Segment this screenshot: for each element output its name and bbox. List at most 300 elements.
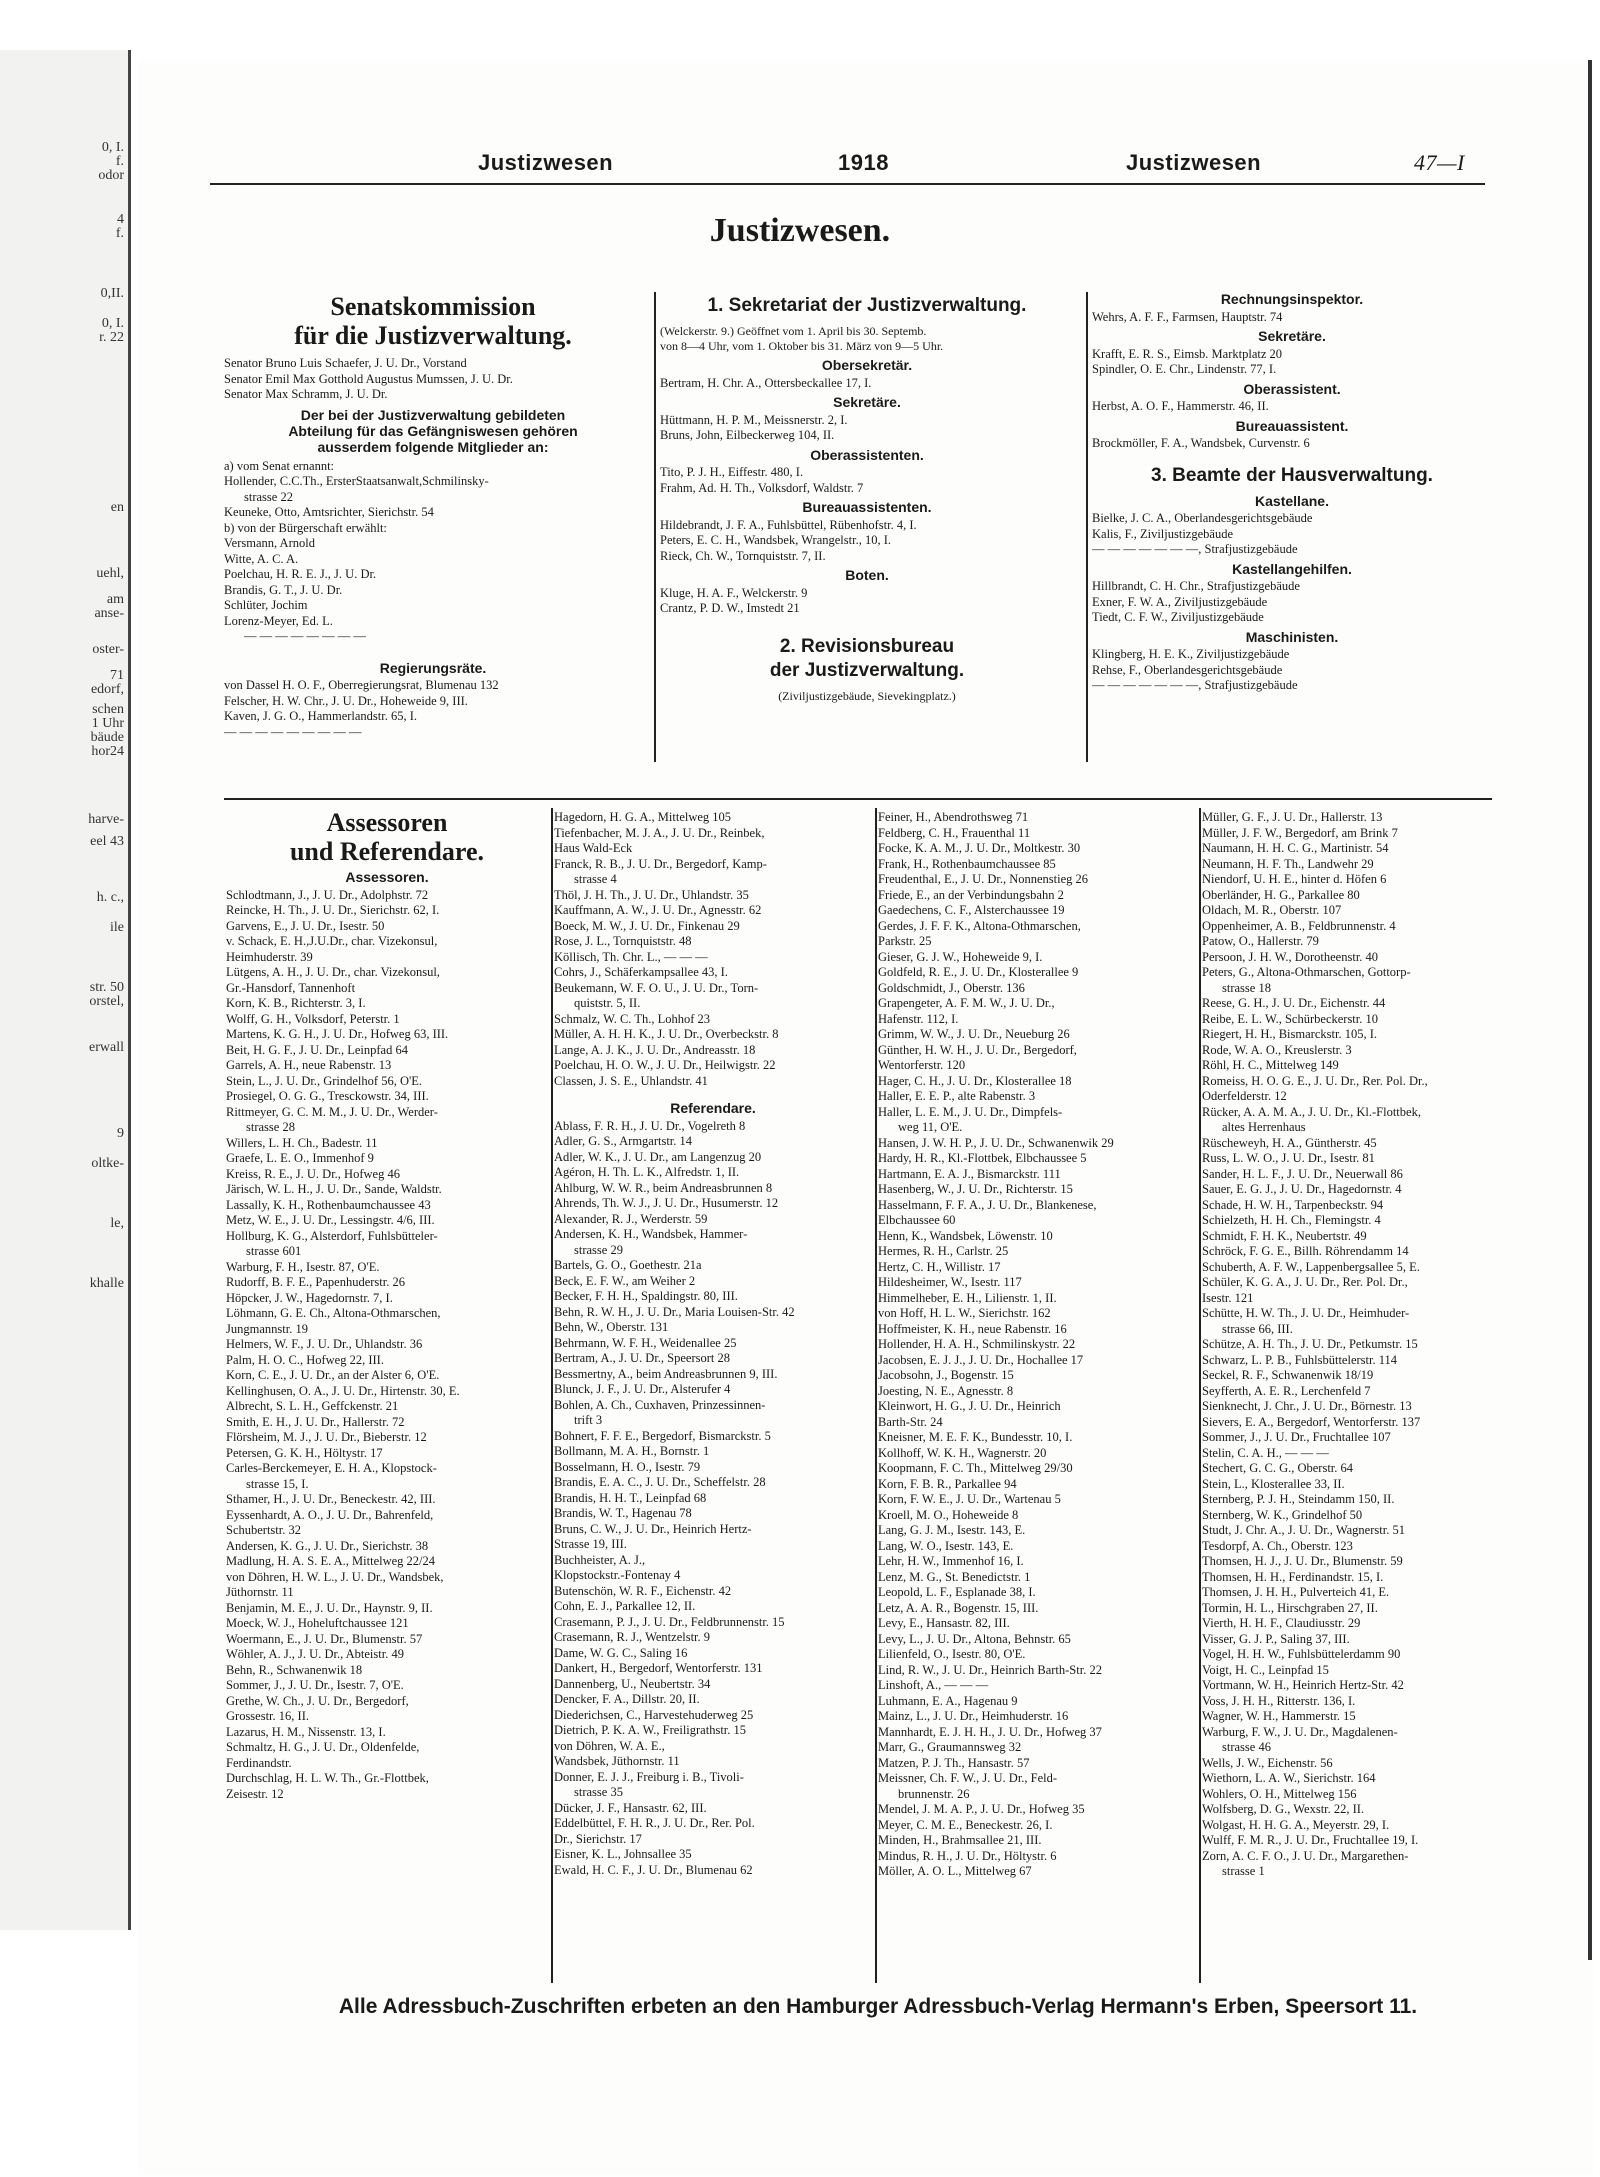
hours-line: von 8—4 Uhr, vom 1. Oktober bis 31. März von 9—5 Uhr. (660, 339, 944, 353)
referendar-entry: Vierth, H. H. F., Claudiusstr. 29 (1202, 1616, 1361, 1630)
revision-heading: Rechnungsinspektor. (1220, 291, 1364, 307)
previous-page-fragment: odor (98, 168, 124, 183)
referendar-entry: trift 3 (574, 1413, 603, 1427)
referendar-entry: Eddelbüttel, F. H. R., J. U. Dr., Rer. Pol. (554, 1816, 755, 1830)
revisionsbureau-heading-2: der Justizverwaltung. (769, 659, 965, 681)
previous-page-fragment: schen (92, 702, 124, 717)
previous-page-fragment: f. (115, 154, 124, 169)
assessor-entry: Gr.-Hansdorf, Tannenhoft (226, 980, 356, 995)
referendar-entry: Thomsen, H. H., Ferdinandstr. 15, I. (1202, 1569, 1384, 1584)
publisher-footer: Alle Adressbuch-Zuschriften erbeten an den Hamburger Adressbuch-Verlag Hermann's Erben, Speersort 11. (338, 1995, 1418, 2018)
previous-page-fragment: hor24 (91, 744, 124, 759)
referendar-entry: Seyfferth, A. E. R., Lerchenfeld 7 (1202, 1383, 1371, 1398)
referendar-entry: Parkstr. 25 (878, 934, 932, 948)
referendar-entry: Himmelheber, E. H., Lilienstr. 1, II. (878, 1290, 1057, 1305)
referendar-entry: Leopold, L. F., Esplanade 38, I. (878, 1585, 1036, 1599)
referendar-entry: Goldfeld, R. E., J. U. Dr., Klosterallee 9 (878, 965, 1079, 979)
referendar-entry: Adler, G. S., Armgartstr. 14 (554, 1134, 693, 1148)
sekretariat-entry: Bertram, H. Chr. A., Ottersbeckallee 17, I. (660, 375, 872, 390)
assessor-entry: Reincke, H. Th., J. U. Dr., Sierichstr. 62, I. (226, 903, 440, 917)
referendar-entry: Sternberg, P. J. H., Steindamm 150, II. (1202, 1492, 1395, 1506)
referendar-entry: Persoon, J. H. W., Dorotheenstr. 40 (1202, 949, 1379, 964)
column-divider (875, 808, 877, 1983)
referendar-entry: Korn, F. W. E., J. U. Dr., Wartenau 5 (878, 1492, 1061, 1506)
assessor-entry: Lange, A. J. K., J. U. Dr., Andreasstr. 18 (554, 1042, 756, 1057)
referendare-column-3 (878, 810, 1196, 1880)
hausverwaltung-entry: — — — — — — —, Strafjustizgebäude (1092, 678, 1298, 692)
member-entry: b) von der Bürgerschaft erwählt: (224, 520, 387, 535)
referendar-entry: Dankert, H., Bergedorf, Wentorferstr. 131 (554, 1661, 763, 1675)
referendar-entry: Wulff, F. M. R., J. U. Dr., Fruchtallee 19, I. (1202, 1833, 1419, 1847)
assessor-entry: Andersen, K. G., J. U. Dr., Sierichstr. 38 (226, 1538, 429, 1553)
assessor-entry: Hagedorn, H. G. A., Mittelweg 105 (554, 810, 732, 824)
assessoren-column-1 (226, 808, 548, 1802)
sekretariat-column (660, 292, 1074, 704)
referendar-entry: Riegert, H. H., Bismarckstr. 105, I. (1202, 1027, 1377, 1041)
referendar-entry: Hoffmeister, K. H., neue Rabenstr. 16 (878, 1321, 1067, 1336)
assessor-entry: Willers, L. H. Ch., Badestr. 11 (226, 1135, 378, 1150)
hours-line: (Welckerstr. 9.) Geöffnet vom 1. April bis 30. Septemb. (660, 324, 927, 338)
hausverwaltung-heading: 3. Beamte der Hausverwaltung. (1151, 464, 1433, 486)
hausverwaltung-entry: Klingberg, H. E. K., Ziviljustizgebäude (1092, 647, 1290, 661)
assessor-entry: quiststr. 5, II. (574, 996, 641, 1010)
referendar-entry: Voigt, H. C., Leinpfad 15 (1202, 1662, 1329, 1677)
revision-entry: Herbst, A. O. F., Hammerstr. 46, II. (1092, 399, 1269, 413)
referendar-entry: Hager, C. H., J. U. Dr., Klosterallee 18 (878, 1073, 1072, 1088)
referendar-entry: Bollmann, M. A. H., Bornstr. 1 (554, 1444, 710, 1458)
referendar-entry: Letz, A. A. R., Bogenstr. 15, III. (878, 1600, 1039, 1615)
hausverwaltung-entry: — — — — — — —, Strafjustizgebäude (1092, 542, 1298, 556)
previous-page-fragment: 0, I. (101, 316, 124, 331)
revision-entry: Spindler, O. E. Chr., Lindenstr. 77, I. (1092, 362, 1277, 376)
referendar-entry: Levy, L., J. U. Dr., Altona, Behnstr. 65 (878, 1631, 1071, 1646)
referendar-entry: Wagner, W. H., Hammerstr. 15 (1202, 1709, 1356, 1723)
assessor-entry: Garrels, A. H., neue Rabenstr. 13 (226, 1058, 392, 1072)
referendar-entry: Ahlburg, W. W. R., beim Andreasbrunnen 8 (554, 1180, 773, 1195)
hausverwaltung-entry: Tiedt, C. F. W., Ziviljustizgebäude (1092, 610, 1264, 624)
senator-entry: Senator Max Schramm, J. U. Dr. (224, 387, 388, 401)
assessor-entry: Warburg, F. H., Isestr. 87, O'E. (226, 1259, 380, 1274)
referendar-entry: Sienknecht, J. Chr., J. U. Dr., Börnestr. 13 (1202, 1399, 1412, 1413)
referendar-entry: Hansen, J. W. H. P., J. U. Dr., Schwanenwik 29 (878, 1135, 1114, 1150)
referendar-entry: Cohn, E. J., Parkallee 12, II. (554, 1599, 696, 1613)
referendar-entry: Müller, G. F., J. U. Dr., Hallerstr. 13 (1202, 810, 1383, 824)
previous-page-fragment: ile (110, 920, 124, 935)
referendar-entry: Kollhoff, W. K. H., Wagnerstr. 20 (878, 1445, 1047, 1460)
referendar-entry: Müller, J. F. W., Bergedorf, am Brink 7 (1202, 825, 1398, 840)
referendar-entry: Patow, O., Hallerstr. 79 (1202, 934, 1319, 948)
revision-heading: Bureauassistent. (1235, 417, 1349, 434)
header-left: Justizwesen (478, 150, 614, 175)
referendar-entry: Warburg, F. W., J. U. Dr., Magdalenen- (1202, 1724, 1398, 1739)
referendar-entry: Wolgast, H. H. G. A., Meyerstr. 29, I. (1202, 1817, 1390, 1832)
referendar-entry: Grimm, W. W., J. U. Dr., Neueburg 26 (878, 1027, 1070, 1041)
sekretariat-heading: 1. Sekretariat der Justizverwaltung. (707, 295, 1027, 316)
referendar-entry: Bessmertny, A., beim Andreasbrunnen 9, III. (554, 1366, 778, 1381)
referendar-entry: Oppenheimer, A. B., Feldbrunnenstr. 4 (1202, 918, 1396, 933)
referendar-entry: Schütze, A. H. Th., J. U. Dr., Petkumstr. 15 (1202, 1337, 1418, 1351)
assessor-entry: strasse 28 (246, 1120, 295, 1134)
referendar-entry: Koopmann, F. C. Th., Mittelweg 29/30 (878, 1461, 1073, 1475)
assessor-entry: Beukemann, W. F. O. U., J. U. Dr., Torn- (554, 980, 759, 995)
assessor-entry: Järisch, W. L. H., J. U. Dr., Sande, Waldstr. (226, 1182, 442, 1196)
referendar-entry: Stechert, G. C. G., Oberstr. 64 (1202, 1461, 1354, 1475)
regierungsrat-entry: Kaven, J. G. O., Hammerlandstr. 65, I. (224, 709, 418, 723)
referendar-entry: Joesting, N. E., Agnesstr. 8 (878, 1383, 1014, 1398)
referendar-entry: Becker, F. H. H., Spaldingstr. 80, III. (554, 1289, 738, 1303)
assessor-entry: Schmalz, W. C. Th., Lohhof 23 (554, 1011, 711, 1026)
assessor-entry: Helmers, W. F., J. U. Dr., Uhlandstr. 36 (226, 1337, 423, 1351)
referendar-entry: Wells, J. W., Eichenstr. 56 (1202, 1755, 1333, 1770)
previous-page-fragment: khalle (89, 1276, 124, 1291)
assessor-entry: Boeck, M. W., J. U. Dr., Finkenau 29 (554, 918, 740, 933)
referendar-entry: Andersen, K. H., Wandsbek, Hammer- (554, 1227, 748, 1241)
previous-page-fragment: eel 43 (90, 834, 124, 849)
referendar-entry: Neumann, H. F. Th., Landwehr 29 (1202, 856, 1374, 871)
referendar-entry: strasse 29 (574, 1242, 623, 1257)
referendar-entry: weg 11, O'E. (898, 1120, 963, 1134)
referendar-entry: Niendorf, U. H. E., hinter d. Höfen 6 (1202, 872, 1387, 886)
assessor-entry: Behn, R., Schwanenwik 18 (226, 1662, 363, 1677)
referendar-entry: Levy, E., Hansastr. 82, III. (878, 1616, 1010, 1630)
referendar-entry: Meissner, Ch. F. W., J. U. Dr., Feld- (878, 1771, 1058, 1785)
revision-entry: Krafft, E. R. S., Eimsb. Marktplatz 20 (1092, 346, 1283, 361)
member-entry: strasse 22 (244, 489, 293, 504)
hausverwaltung-entry: Rehse, F., Oberlandesgerichtsgebäude (1092, 662, 1283, 677)
referendar-entry: Hertz, C. H., Willistr. 17 (878, 1259, 1001, 1274)
assessor-entry: Franck, R. B., J. U. Dr., Bergedorf, Kamp- (554, 856, 767, 871)
member-entry: a) vom Senat ernannt: (224, 458, 335, 473)
previous-page-fragment: 4 (117, 212, 124, 227)
page-number: 47—I (1414, 150, 1465, 175)
previous-page-fragment: h. c., (96, 890, 124, 905)
column-divider (654, 292, 656, 762)
assessor-entry: Beit, H. G. F., J. U. Dr., Leinpfad 64 (226, 1042, 408, 1057)
referendar-entry: Bartels, G. O., Goethestr. 21a (554, 1258, 702, 1272)
page-title: Justizwesen. (709, 212, 891, 249)
referendar-entry: Seckel, R. F., Schwanenwik 18/19 (1202, 1368, 1374, 1382)
referendar-entry: Sommer, J., J. U. Dr., Fruchtallee 107 (1202, 1430, 1391, 1444)
referendar-entry: Focke, K. A. M., J. U. Dr., Moltkestr. 30 (878, 841, 1081, 855)
referendare-heading: Referendare. (670, 1100, 756, 1116)
referendar-entry: Isestr. 121 (1202, 1290, 1254, 1305)
referendar-entry: Dannenberg, U., Neubertstr. 34 (554, 1676, 711, 1691)
previous-page-fragment: 0,II. (100, 286, 124, 301)
assessor-entry: Thöl, J. H. Th., J. U. Dr., Uhlandstr. 35 (554, 887, 749, 902)
assessor-entry: Jüthornstr. 11 (226, 1585, 294, 1599)
referendar-entry: Agéron, H. Th. L. K., Alfredstr. 1, II. (554, 1165, 740, 1179)
referendar-entry: Wentorferstr. 120 (878, 1058, 966, 1072)
referendar-entry: Lehr, H. W., Immenhof 16, I. (878, 1554, 1024, 1568)
assessor-entry: Korn, K. B., Richterstr. 3, I. (226, 996, 366, 1010)
referendar-entry: Barth-Str. 24 (878, 1414, 943, 1429)
referendar-entry: strasse 35 (574, 1785, 623, 1799)
referendar-entry: Dietrich, P. K. A. W., Freiligrathstr. 15 (554, 1723, 747, 1737)
assessor-entry: Ferdinandstr. (226, 1755, 292, 1770)
hausverwaltung-column (1092, 288, 1492, 694)
assessor-entry: Garvens, E., J. U. Dr., Isestr. 50 (226, 918, 385, 933)
column-divider (1086, 292, 1088, 762)
referendar-entry: Freudenthal, E., J. U. Dr., Nonnenstieg 26 (878, 872, 1089, 886)
sekretariat-entry: Kluge, H. A. F., Welckerstr. 9 (660, 585, 808, 600)
sekretariat-entry: Rieck, Ch. W., Tornquiststr. 7, II. (660, 548, 826, 563)
referendar-entry: Sauer, E. G. J., J. U. Dr., Hagedornstr. 4 (1202, 1182, 1402, 1196)
referendar-entry: Behn, W., Oberstr. 131 (554, 1320, 669, 1334)
assessor-entry: Woermann, E., J. U. Dr., Blumenstr. 57 (226, 1631, 423, 1646)
referendar-entry: Naumann, H. H. C. G., Martinistr. 54 (1202, 841, 1389, 855)
referendar-entry: Linshoft, A., — — — (878, 1678, 989, 1692)
referendar-entry: Behrmann, W. F. H., Weidenallee 25 (554, 1335, 737, 1350)
referendar-entry: strasse 1 (1222, 1864, 1265, 1878)
previous-page-fragment: 71 (110, 668, 124, 683)
assessor-entry: Grethe, W. Ch., J. U. Dr., Bergedorf, (226, 1693, 409, 1708)
previous-page-fragment: f. (115, 226, 124, 241)
assessor-entry: von Döhren, H. W. L., J. U. Dr., Wandsbek, (226, 1569, 444, 1584)
referendar-entry: Ewald, H. C. F., J. U. Dr., Blumenau 62 (554, 1862, 753, 1877)
assessoren-title-1: Assessoren (326, 808, 448, 837)
sekretariat-entry: Hildebrandt, J. F. A., Fuhlsbüttel, Rübenhofstr. 4, I. (660, 517, 917, 532)
member-entry: Witte, A. C. A. (224, 551, 299, 566)
referendar-entry: Mannhardt, E. J. H. H., J. U. Dr., Hofweg 37 (878, 1724, 1102, 1739)
assessor-entry: strasse 15, I. (246, 1476, 309, 1491)
assessor-entry: Sthamer, H., J. U. Dr., Beneckestr. 42, III. (226, 1492, 436, 1506)
referendar-entry: Beck, E. F. W., am Weiher 2 (554, 1273, 696, 1288)
previous-page-fragment: oltke- (91, 1156, 124, 1171)
referendar-entry: Thomsen, H. J., J. U. Dr., Blumenstr. 59 (1202, 1554, 1403, 1568)
referendar-entry: Buchheister, A. J., (554, 1552, 646, 1567)
previous-page-fragment: str. 50 (89, 980, 124, 995)
referendar-entry: Grapengeter, A. F. M. W., J. U. Dr., (878, 996, 1055, 1010)
assessor-entry: Schlodtmann, J., J. U. Dr., Adolphstr. 72 (226, 887, 429, 902)
referendar-entry: Sievers, E. A., Bergedorf, Wentorferstr. 137 (1202, 1414, 1421, 1429)
referendar-entry: Jacobsen, E. J. J., J. U. Dr., Hochallee 17 (878, 1352, 1084, 1367)
referendar-entry: altes Herrenhaus (1222, 1120, 1306, 1134)
referendar-entry: Rode, W. A. O., Kreuslerstr. 3 (1202, 1042, 1352, 1057)
referendar-entry: Vogel, H. H. W., Fuhlsbüttelerdamm 90 (1202, 1647, 1401, 1661)
hausverwaltung-heading: Maschinisten. (1245, 628, 1339, 645)
assessor-entry: Benjamin, M. E., J. U. Dr., Haynstr. 9, II. (226, 1600, 433, 1615)
revision-entry: Brockmöller, F. A., Wandsbek, Curvenstr. 6 (1092, 436, 1310, 450)
sekretariat-entry: Bruns, John, Eilbeckerweg 104, II. (660, 428, 835, 442)
sekretariat-entry: Peters, E. C. H., Wandsbek, Wrangelstr., 10, I. (660, 533, 891, 547)
revision-heading: Sekretäre. (1258, 328, 1326, 344)
header-right: Justizwesen (1126, 150, 1262, 175)
senator-entry: Senator Emil Max Gotthold Augustus Mumssen, J. U. Dr. (224, 371, 513, 386)
referendar-entry: Bohlen, A. Ch., Cuxhaven, Prinzessinnen- (554, 1397, 766, 1412)
referendar-entry: Wohlers, O. H., Mittelweg 156 (1202, 1786, 1357, 1801)
referendar-entry: Eisner, K. L., Johnsallee 35 (554, 1847, 692, 1861)
referendar-entry: Reibe, E. L. W., Schürbeckerstr. 10 (1202, 1011, 1379, 1026)
referendare-column-4 (1202, 810, 1494, 1880)
assessor-entry: Korn, C. E., J. U. Dr., an der Alster 6, O'E. (226, 1368, 440, 1382)
referendar-entry: Lang, W. O., Isestr. 143, E. (878, 1538, 1014, 1553)
referendar-entry: Peters, G., Altona-Othmarschen, Gottorp- (1202, 965, 1411, 979)
referendar-entry: Behn, R. W. H., J. U. Dr., Maria Louisen-Str. 42 (554, 1304, 795, 1319)
referendar-entry: Brandis, H. H. T., Leinpfad 68 (554, 1490, 707, 1505)
referendar-entry: Feldberg, C. H., Frauenthal 11 (878, 825, 1031, 840)
member-entry: — — — — — — — — (244, 629, 366, 643)
assessor-entry: Petersen, G. K. H., Höltystr. 17 (226, 1445, 383, 1460)
referendar-entry: Mindus, R. H., J. U. Dr., Höltystr. 6 (878, 1848, 1057, 1863)
referendar-entry: Oderfelderstr. 12 (1202, 1089, 1287, 1103)
column-divider (1199, 808, 1201, 1983)
revisionsbureau-note: (Ziviljustizgebäude, Sievekingplatz.) (778, 688, 956, 703)
assessor-entry: Cohrs, J., Schäferkampsallee 43, I. (554, 965, 728, 979)
regierungsrat-entry: — — — — — — — — — (224, 724, 362, 739)
referendar-entry: Lenz, M. G., St. Benedictstr. 1 (878, 1569, 1031, 1584)
referendar-entry: Dücker, J. F., Hansastr. 62, III. (554, 1800, 707, 1815)
referendar-entry: Schröck, F. G. E., Billh. Röhrendamm 14 (1202, 1244, 1409, 1258)
previous-page-fragment: 1 Uhr (91, 716, 124, 731)
referendar-entry: Tesdorpf, A. Ch., Oberstr. 123 (1202, 1538, 1353, 1553)
assessoren-title-2: und Referendare. (289, 837, 485, 866)
previous-page-fragment: 9 (117, 1126, 124, 1141)
assessor-entry: strasse 601 (246, 1244, 302, 1258)
referendar-entry: Kroell, M. O., Hoheweide 8 (878, 1507, 1019, 1522)
referendar-entry: Henn, K., Wandsbek, Löwenstr. 10 (878, 1228, 1053, 1243)
referendar-entry: Haller, E. E. P., alte Rabenstr. 3 (878, 1089, 1036, 1103)
referendar-entry: Gaedechens, C. F., Alsterchaussee 19 (878, 903, 1065, 917)
assessor-entry: Flörsheim, M. J., J. U. Dr., Bieberstr. 12 (226, 1430, 427, 1444)
assessor-entry: Rudorff, B. F. E., Papenhuderstr. 26 (226, 1275, 405, 1289)
sekretariat-heading: Bureauassistenten. (802, 499, 932, 515)
referendar-entry: von Hoff, H. L. W., Sierichstr. 162 (878, 1306, 1051, 1320)
hausverwaltung-entry: Hillbrandt, C. H. Chr., Strafjustizgebäude (1092, 579, 1300, 593)
referendar-entry: Lang, G. J. M., Isestr. 143, E. (878, 1523, 1026, 1537)
referendar-entry: Hartmann, E. A. J., Bismarckstr. 111 (878, 1166, 1061, 1181)
referendar-entry: Korn, F. B. R., Parkallee 94 (878, 1476, 1017, 1491)
assessor-entry: Graefe, L. E. O., Immenhof 9 (226, 1151, 374, 1165)
referendar-entry: Lilienfeld, O., Isestr. 80, O'E. (878, 1647, 1026, 1661)
referendar-entry: Tormin, H. L., Hirschgraben 27, II. (1202, 1600, 1378, 1615)
assessor-entry: Lütgens, A. H., J. U. Dr., char. Vizekonsul, (226, 965, 440, 979)
referendar-entry: Brandis, E. A. C., J. U. Dr., Scheffelstr. 28 (554, 1475, 766, 1489)
referendar-entry: Rüscheweyh, H. A., Güntherstr. 45 (1202, 1135, 1377, 1150)
member-entry: Hollender, C.C.Th., ErsterStaatsanwalt,Schmilinsky- (224, 474, 489, 488)
assessoren-heading: Assessoren. (345, 869, 429, 885)
referendar-entry: Gerdes, J. F. F. K., Altona-Othmarschen, (878, 918, 1081, 933)
regierungsraete-heading: Regierungsräte. (379, 659, 487, 676)
referendar-entry: Reese, G. H., J. U. Dr., Eichenstr. 44 (1202, 996, 1386, 1010)
hausverwaltung-heading: Kastellane. (1255, 492, 1329, 509)
referendar-entry: Bertram, A., J. U. Dr., Speersort 28 (554, 1351, 731, 1365)
assessor-entry: Schmaltz, H. G., J. U. Dr., Oldenfelde, (226, 1740, 420, 1754)
hausverwaltung-heading: Kastellangehilfen. (1232, 560, 1352, 577)
referendar-entry: strasse 66, III. (1222, 1321, 1293, 1336)
header-rule (210, 183, 1485, 185)
previous-page-fragment: uehl, (96, 566, 124, 581)
referendar-entry: Alexander, R. J., Werderstr. 59 (554, 1211, 708, 1226)
referendar-entry: Hardy, H. R., Kl.-Flottbek, Elbchaussee 5 (878, 1151, 1087, 1165)
referendar-entry: Oldach, M. R., Oberstr. 107 (1202, 903, 1342, 917)
referendar-entry: Thomsen, J. H. H., Pulverteich 41, E. (1202, 1585, 1390, 1599)
assessor-entry: Jungmannstr. 19 (226, 1321, 308, 1336)
referendar-entry: Zorn, A. C. F. O., J. U. Dr., Margarethen- (1202, 1848, 1409, 1863)
sekretariat-heading: Sekretäre. (833, 394, 901, 410)
assessor-entry: Kellinghusen, O. A., J. U. Dr., Hirtenstr. 30, E. (226, 1383, 460, 1398)
referendar-entry: strasse 18 (1222, 980, 1271, 995)
assessor-entry: Tiefenbacher, M. J. A., J. U. Dr., Reinbek, (554, 825, 765, 840)
previous-page-fragment: r. 22 (99, 330, 124, 345)
referendar-entry: Vortmann, W. H., Heinrich Hertz-Str. 42 (1202, 1678, 1404, 1692)
assessor-entry: Smith, E. H., J. U. Dr., Hallerstr. 72 (226, 1414, 405, 1429)
intro-line: Abteilung für das Gefängniswesen gehören (288, 422, 578, 439)
previous-page-fragment: oster- (92, 642, 124, 657)
revision-entry: Wehrs, A. F. F., Farmsen, Hauptstr. 74 (1092, 309, 1283, 324)
referendar-entry: Luhmann, E. A., Hagenau 9 (878, 1693, 1018, 1708)
referendar-entry: Diederichsen, C., Harvestehuderweg 25 (554, 1707, 754, 1722)
referendar-entry: Hildesheimer, W., Isestr. 117 (878, 1275, 1022, 1289)
assessor-entry: Lassally, K. H., Rothenbaumchaussee 43 (226, 1197, 431, 1212)
assessor-entry: Durchschlag, H. L. W. Th., Gr.-Flottbek, (226, 1771, 429, 1785)
assessor-entry: Zeisestr. 12 (226, 1786, 284, 1801)
assessor-entry: Müller, A. H. H. K., J. U. Dr., Overbeckstr. 8 (554, 1027, 779, 1041)
referendar-entry: Schütte, H. W. Th., J. U. Dr., Heimhuder- (1202, 1306, 1410, 1320)
referendar-entry: Hafenstr. 112, I. (878, 1011, 959, 1026)
member-entry: Keuneke, Otto, Amtsrichter, Sierichstr. 54 (224, 505, 434, 519)
referendar-entry: Dr., Sierichstr. 17 (554, 1831, 642, 1846)
assessor-entry: Schubertstr. 32 (226, 1523, 301, 1537)
referendar-entry: Rücker, A. A. M. A., J. U. Dr., Kl.-Flottbek, (1202, 1104, 1421, 1119)
previous-page-edge (0, 50, 131, 1930)
sekretariat-heading: Oberassistenten. (810, 446, 924, 463)
previous-page-fragment: erwall (89, 1040, 124, 1055)
referendar-entry: Schüler, K. G. A., J. U. Dr., Rer. Pol. Dr., (1202, 1275, 1408, 1289)
referendar-entry: Schwarz, L. P. B., Fuhlsbüttelerstr. 114 (1202, 1352, 1398, 1367)
referendar-entry: Visser, G. J. P., Saling 37, III. (1202, 1631, 1350, 1646)
referendar-entry: Gieser, G. J. W., Hoheweide 9, I. (878, 949, 1043, 964)
member-entry: Brandis, G. T., J. U. Dr. (224, 582, 343, 597)
referendar-entry: brunnenstr. 26 (898, 1786, 970, 1801)
member-entry: Poelchau, H. R. E. J., J. U. Dr. (224, 567, 377, 581)
referendar-entry: Minden, H., Brahmsallee 21, III. (878, 1833, 1042, 1847)
previous-page-fragment: le, (110, 1216, 124, 1231)
referendar-entry: Günther, H. W. H., J. U. Dr., Bergedorf, (878, 1042, 1077, 1057)
referendar-entry: Hasselmann, F. F. A., J. U. Dr., Blankenese, (878, 1197, 1097, 1212)
assessor-entry: Albrecht, S. L. H., Geffckenstr. 21 (226, 1399, 399, 1413)
member-entry: Versmann, Arnold (224, 536, 315, 550)
previous-page-fragment: edorf, (90, 682, 124, 697)
referendar-entry: Dame, W. G. C., Saling 16 (554, 1645, 688, 1660)
referendar-entry: Strasse 19, III. (554, 1537, 627, 1551)
previous-page-fragment: am (106, 592, 124, 607)
assessor-entry: Palm, H. O. C., Hofweg 22, III. (226, 1352, 384, 1367)
referendar-entry: Goldschmidt, J., Oberstr. 136 (878, 980, 1025, 995)
referendar-entry: strasse 46 (1222, 1740, 1271, 1754)
referendar-entry: Schielzeth, H. H. Ch., Flemingstr. 4 (1202, 1213, 1381, 1227)
referendar-entry: Voss, J. H. H., Ritterstr. 136, I. (1202, 1693, 1356, 1708)
assessor-entry: Grossestr. 16, II. (226, 1709, 309, 1723)
referendar-entry: Adler, W. K., J. U. Dr., am Langenzug 20 (554, 1149, 762, 1164)
member-entry: Schlüter, Jochim (224, 598, 308, 612)
referendar-entry: Kneisner, M. E. F. K., Bundesstr. 10, I. (878, 1430, 1073, 1444)
assessor-entry: Carles-Berckemeyer, E. H. A., Klopstock- (226, 1461, 437, 1475)
referendar-entry: Marr, G., Graumannsweg 32 (878, 1740, 1022, 1754)
referendar-entry: Meyer, C. M. E., Beneckestr. 26, I. (878, 1817, 1053, 1832)
assessor-entry: Wolff, G. H., Volksdorf, Peterstr. 1 (226, 1011, 400, 1026)
section-rule (224, 798, 1492, 800)
previous-page-fragment: 0, I. (101, 140, 124, 155)
referendar-entry: Studt, J. Chr. A., J. U. Dr., Wagnerstr. 51 (1202, 1523, 1405, 1537)
referendar-entry: Mendel, J. M. A. P., J. U. Dr., Hofweg 35 (878, 1802, 1085, 1816)
referendar-entry: Stelin, C. A. H., — — — (1202, 1445, 1329, 1460)
referendar-entry: Crasemann, R. J., Wentzelstr. 9 (554, 1630, 711, 1644)
senatskommission-column (224, 292, 642, 740)
assessor-entry: Moeck, W. J., Hoheluftchaussee 121 (226, 1616, 409, 1630)
assessor-entry: Hollburg, K. G., Alsterdorf, Fuhlsbütteler- (226, 1228, 438, 1243)
referendar-entry: Jacobsohn, J., Bogenstr. 15 (878, 1368, 1014, 1382)
sekretariat-entry: Hüttmann, H. P. M., Meissnerstr. 2, I. (660, 412, 848, 427)
